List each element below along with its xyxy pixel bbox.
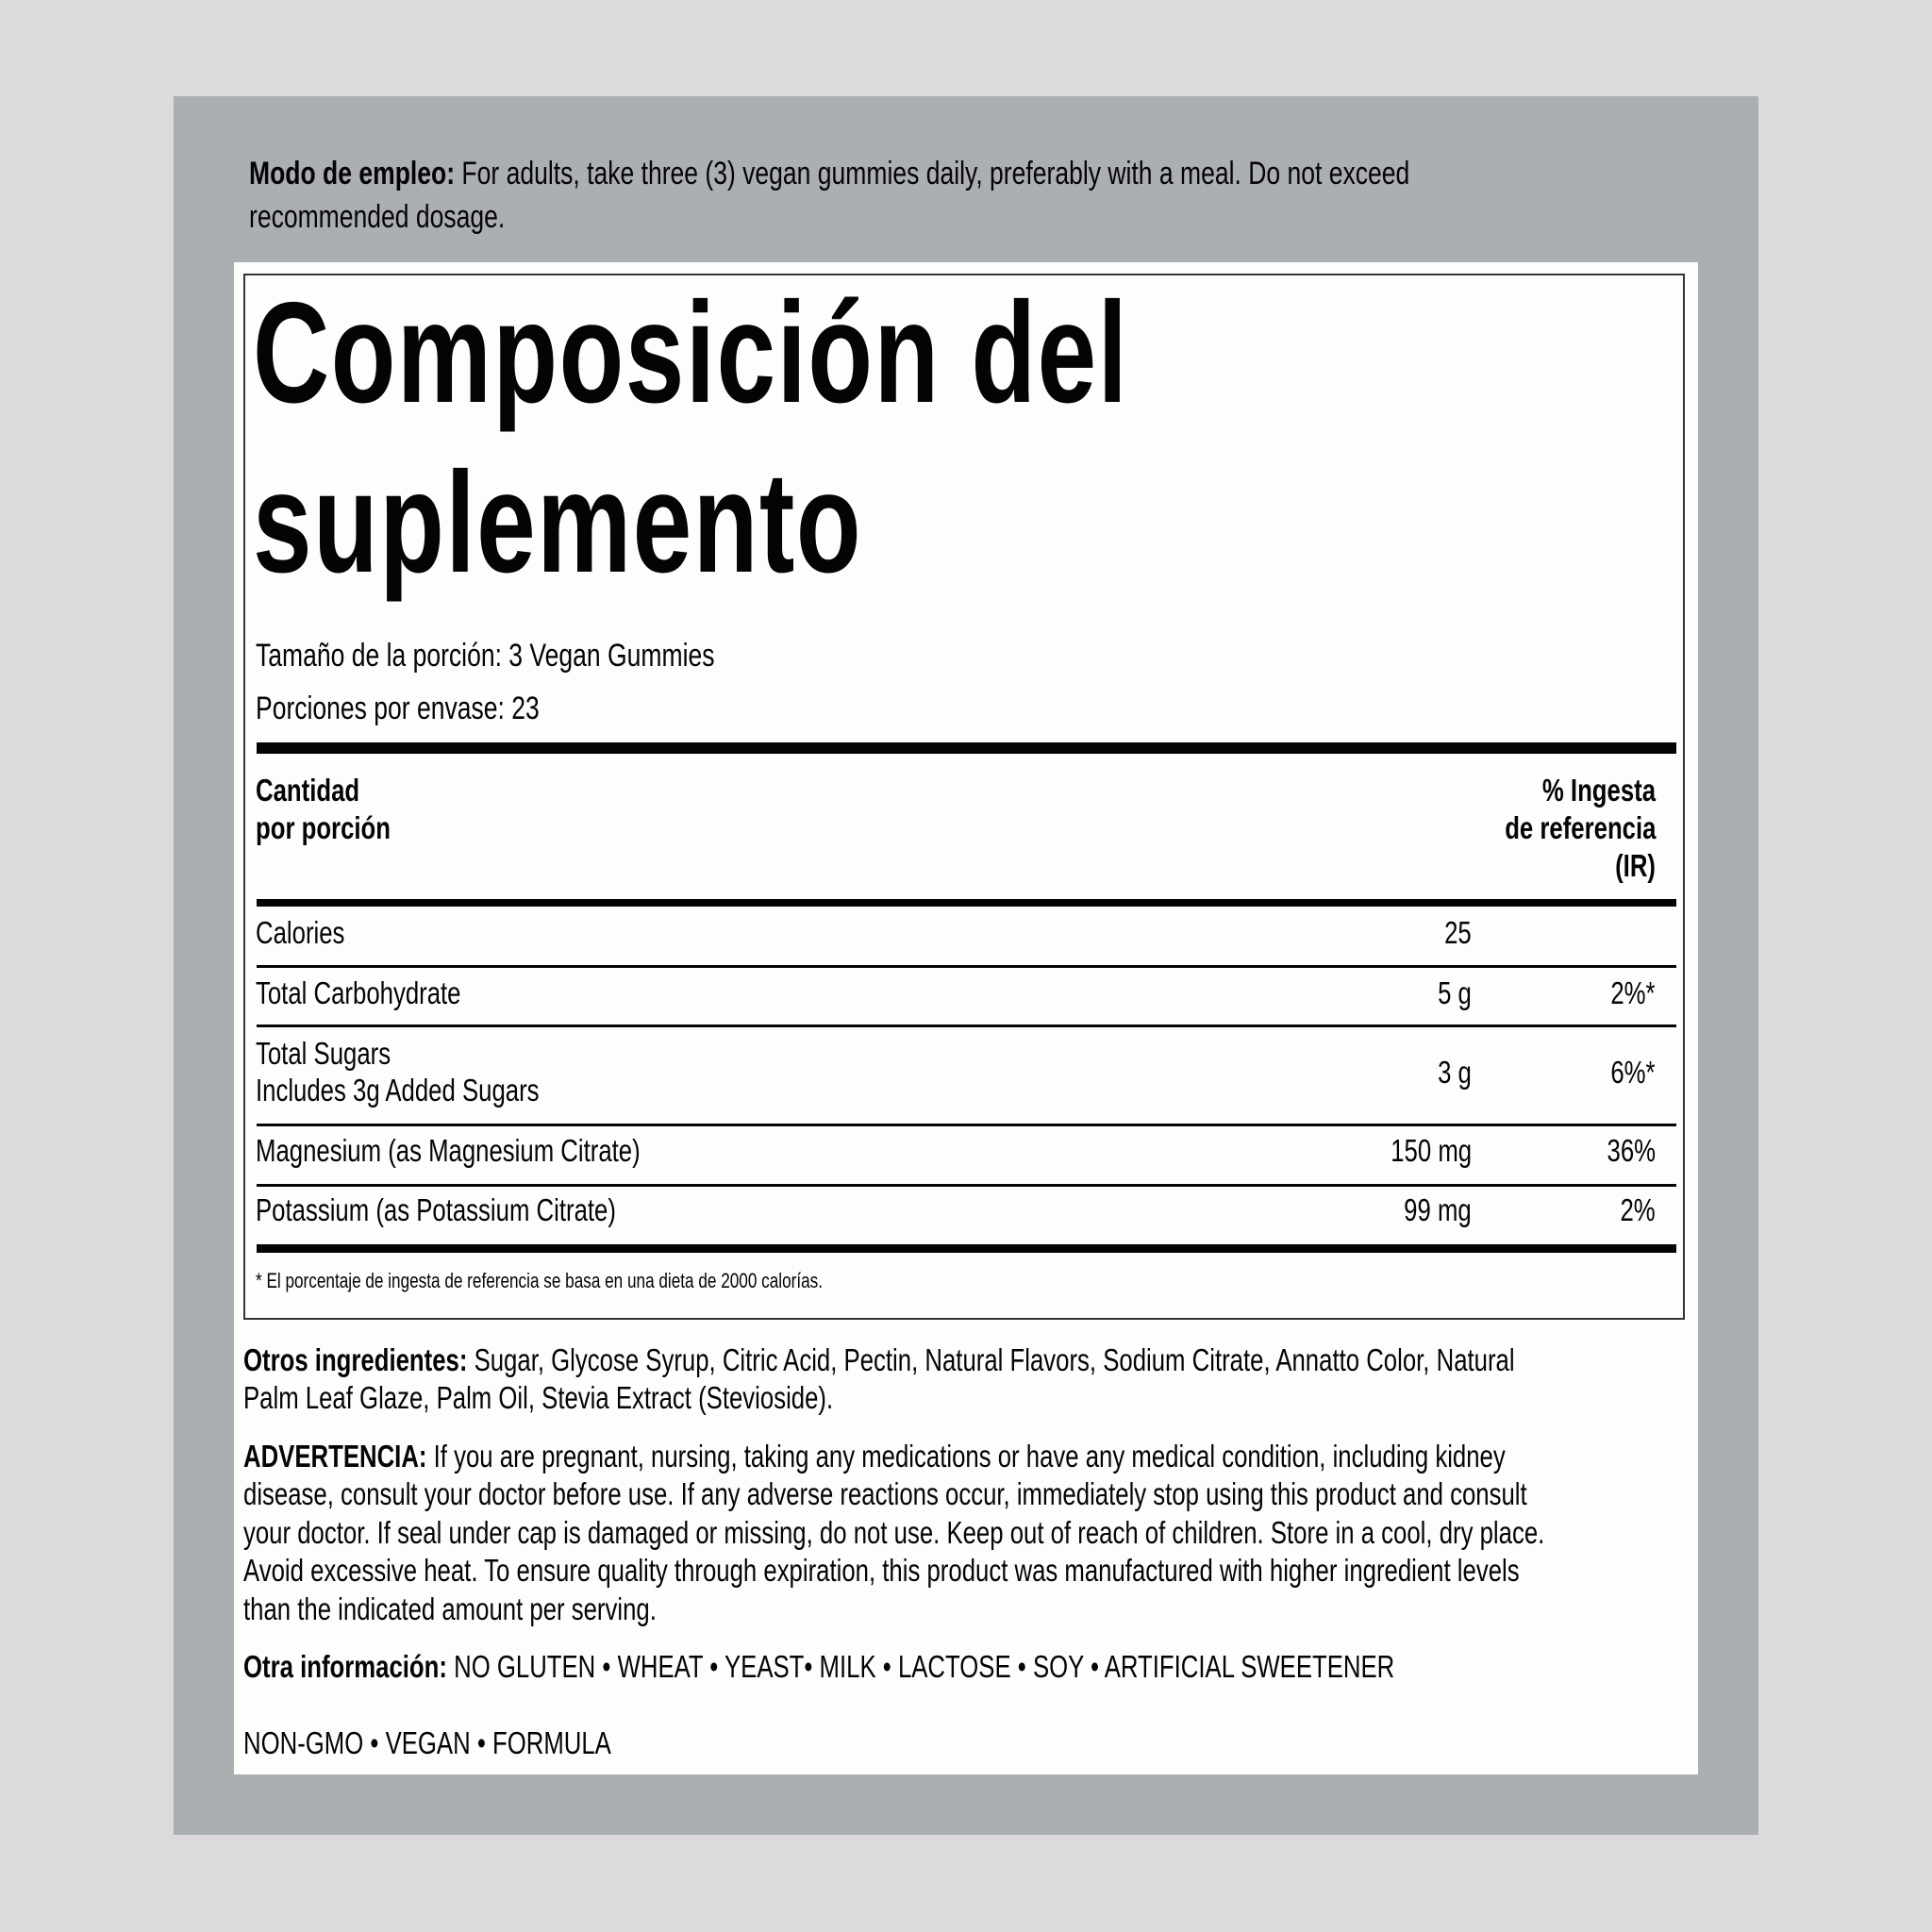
warning-line-2: disease, consult your doctor before use. If any adverse reactions occur, immediately stop using this product and consult [243, 1476, 1527, 1511]
other-ingredients-line-1: Otros ingredientes: Sugar, Glycose Syrup, Citric Acid, Pectin, Natural Flavors, Sodium Citrate, Annatto Color, Natural [243, 1342, 1515, 1377]
servings-per-container: Porciones por envase: 23 [256, 691, 540, 726]
row-amount-sugars: 3 g [1438, 1055, 1472, 1090]
thick-rule-top [257, 742, 1676, 754]
directions-label: Modo de empleo: [249, 156, 456, 192]
header-amount-line-1: Cantidad [256, 773, 360, 808]
directions-line-2: recommended dosage. [249, 199, 506, 235]
row-divider [257, 1184, 1676, 1187]
row-sub-added-sugars: Includes 3g Added Sugars [256, 1073, 540, 1108]
row-name-calories: Calories [256, 915, 345, 950]
row-name-sugars: Total Sugars [256, 1036, 391, 1071]
warning-line-1: ADVERTENCIA: If you are pregnant, nursing, taking any medications or have any medical condition, including kidney [243, 1439, 1506, 1474]
other-ingredients-line-2: Palm Leaf Glaze, Palm Oil, Stevia Extract (Stevioside). [243, 1380, 834, 1415]
row-amount-calories: 25 [1444, 915, 1472, 950]
other-info-label: Otra información: [243, 1649, 447, 1684]
warning-line-4: Avoid excessive heat. To ensure quality through expiration, this product was manufactured with higher ingredient levels [243, 1553, 1520, 1588]
thick-rule-bottom [257, 1244, 1676, 1253]
directions-text: For adults, take three (3) vegan gummies daily, preferably with a meal. Do not exceed [461, 156, 1410, 192]
thick-rule-header [257, 899, 1676, 907]
serving-size: Tamaño de la porción: 3 Vegan Gummies [256, 638, 715, 674]
row-amount-carbohydrate: 5 g [1438, 975, 1472, 1010]
row-name-magnesium: Magnesium (as Magnesium Citrate) [256, 1133, 641, 1168]
row-ir-magnesium: 36% [1607, 1133, 1656, 1168]
directions-line-1 [249, 155, 1737, 192]
row-name-potassium: Potassium (as Potassium Citrate) [256, 1192, 616, 1227]
other-info-line-1: Otra información: NO GLUTEN • WHEAT • YEAST• MILK • LACTOSE • SOY • ARTIFICIAL SWEETENER [243, 1649, 1395, 1684]
warning-line-3: your doctor. If seal under cap is damaged or missing, do not use. Keep out of reach of children. Store in a cool, dry place. [243, 1515, 1545, 1550]
panel-title-line-2: suplemento [253, 442, 863, 603]
footnote: * El porcentaje de ingesta de referencia se basa en una dieta de 2000 calorías. [256, 1269, 824, 1292]
header-ir-line-1: % Ingesta [1541, 773, 1656, 808]
panel-title-line-1: Composición del [253, 273, 1129, 433]
row-ir-sugars: 6%* [1610, 1055, 1656, 1090]
row-amount-potassium: 99 mg [1404, 1192, 1472, 1227]
row-ir-carbohydrate: 2%* [1610, 975, 1656, 1010]
header-ir-line-2: de referencia [1504, 810, 1656, 845]
warning-line-5: than the indicated amount per serving. [243, 1591, 657, 1626]
row-amount-magnesium: 150 mg [1391, 1133, 1472, 1168]
row-divider [257, 1024, 1676, 1027]
row-ir-potassium: 2% [1620, 1192, 1656, 1227]
header-ir-line-3: (IR) [1615, 848, 1656, 883]
other-ingredients-label: Otros ingredientes: [243, 1342, 468, 1377]
header-amount-line-2: por porción [256, 810, 391, 845]
row-name-carbohydrate: Total Carbohydrate [256, 975, 461, 1010]
other-info-line-2: NON-GMO • VEGAN • FORMULA [243, 1725, 611, 1760]
warning-label: ADVERTENCIA: [243, 1439, 427, 1474]
row-divider [257, 1124, 1676, 1126]
row-divider [257, 965, 1676, 968]
